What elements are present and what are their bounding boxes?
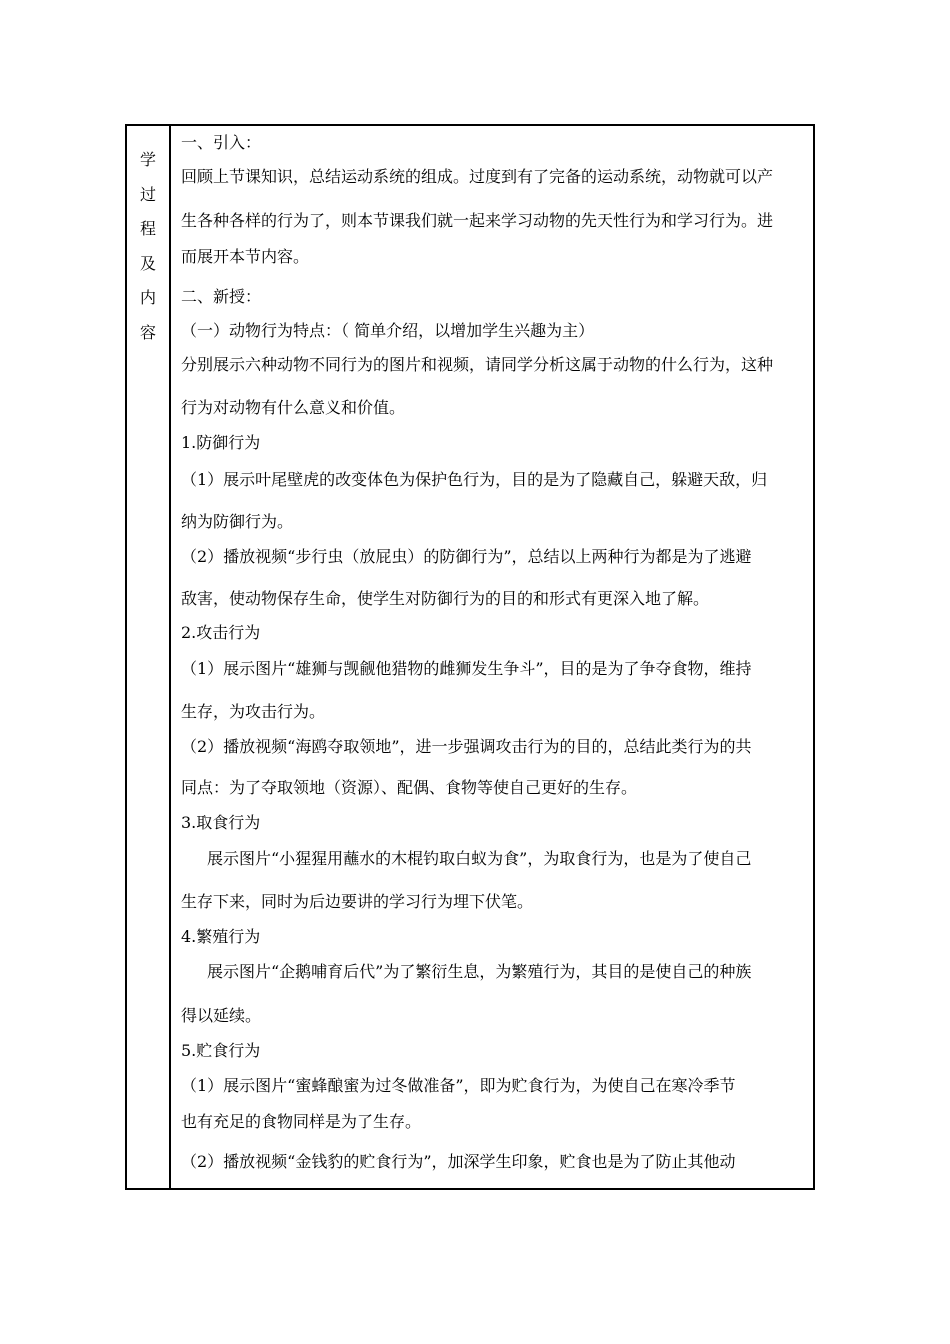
- side-label-char: 过: [139, 184, 156, 204]
- paragraph-line: 而展开本节内容。: [181, 247, 310, 266]
- paragraph-line: （2）播放视频“海鸥夺取领地”，进一步强调攻击行为的目的，总结此类行为的共: [181, 737, 752, 756]
- content-cell: [171, 126, 813, 1188]
- paragraph-line: 纳为防御行为。: [181, 512, 294, 531]
- paragraph-line: 敌害，使动物保存生命，使学生对防御行为的目的和形式有更深入地了解。: [181, 589, 710, 608]
- item-heading: 4.繁殖行为: [181, 927, 261, 946]
- paragraph-line: （1）展示叶尾壁虎的改变体色为保护色行为，目的是为了隐藏自己，躲避天敌，归: [181, 470, 768, 489]
- paragraph-line: 分别展示六种动物不同行为的图片和视频，请同学分析这属于动物的什么行为，这种: [181, 355, 774, 374]
- paragraph-line: （1）展示图片“雄狮与觊觎他猎物的雌狮发生争斗”，目的是为了争夺食物，维持: [181, 659, 752, 678]
- paragraph-line: 生存，为攻击行为。: [181, 702, 326, 721]
- paragraph-line: 生存下来，同时为后边要讲的学习行为埋下伏笔。: [181, 892, 534, 911]
- item-heading: 2.攻击行为: [181, 623, 261, 642]
- section-heading-intro: 一、引入：: [181, 133, 262, 152]
- paragraph-line: 也有充足的食物同样是为了生存。: [181, 1112, 422, 1131]
- side-label-char: 及: [139, 253, 156, 273]
- paragraph-line: 得以延续。: [181, 1006, 262, 1025]
- paragraph-line: （2）播放视频“步行虫（放屁虫）的防御行为”，总结以上两种行为都是为了逃避: [181, 547, 752, 566]
- paragraph-line: 展示图片“小猩猩用蘸水的木棍钓取白蚁为食”，为取食行为，也是为了使自己: [207, 849, 752, 868]
- lesson-table: [125, 124, 815, 1190]
- paragraph-line: 同点：为了夺取领地（资源）、配偶、食物等使自己更好的生存。: [181, 778, 638, 797]
- paragraph-line: （2）播放视频“金钱豹的贮食行为”，加深学生印象，贮食也是为了防止其他动: [181, 1152, 736, 1171]
- paragraph-line: 回顾上节课知识，总结运动系统的组成。过度到有了完备的运动系统，动物就可以产: [181, 167, 774, 186]
- subsection-heading: （一）动物行为特点：（ 简单介绍，以增加学生兴趣为主）: [181, 321, 595, 340]
- item-heading: 1.防御行为: [181, 433, 261, 452]
- side-label: [127, 143, 169, 350]
- side-label-char: 内: [139, 288, 156, 307]
- paragraph-line: 展示图片“企鹅哺育后代”为了繁衍生息，为繁殖行为，其目的是使自己的种族: [207, 962, 752, 981]
- paragraph-line: （1）展示图片“蜜蜂酿蜜为过冬做准备”，即为贮食行为，为使自己在寒冷季节: [181, 1076, 736, 1095]
- paragraph-line: 生各种各样的行为了，则本节课我们就一起来学习动物的先天性行为和学习行为。进: [181, 211, 774, 230]
- side-label-char: 学: [139, 150, 156, 169]
- item-heading: 5.贮食行为: [181, 1041, 261, 1060]
- item-heading: 3.取食行为: [181, 813, 261, 832]
- side-label-cell: [127, 126, 171, 1188]
- side-label-char: 程: [139, 219, 156, 238]
- paragraph-line: 行为对动物有什么意义和价值。: [181, 398, 406, 417]
- section-heading-new: 二、新授：: [181, 287, 262, 306]
- side-label-char: 容: [139, 322, 156, 342]
